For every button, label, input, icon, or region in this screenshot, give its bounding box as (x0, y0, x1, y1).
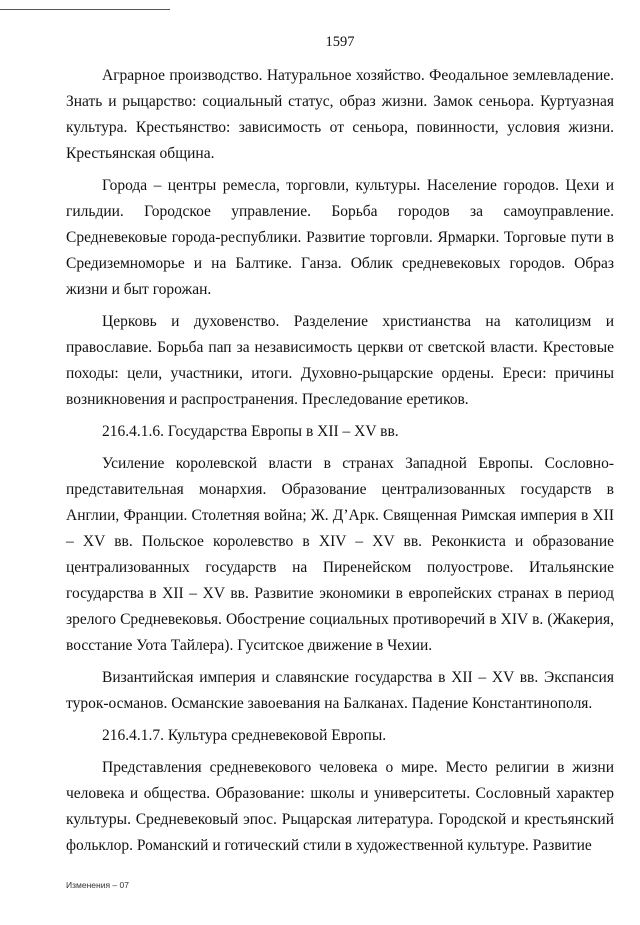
paragraph-royal-power: Усиление королевской власти в странах Западной Европы. Сословно-представительная монархия. Образование централизованных государств в Англии, Франции. Столетняя война; Ж. Д’Арк. Священная Римская империя в XII – XV вв. Польское королевство в XIV – XV вв. Реконкиста и образование централизованных государств на Пиренейском полуострове. Итальянские государства в XII – XV вв. Развитие экономики в европейских странах в период зрелого Средневековья. Обострение социальных противоречий в XIV в. (Жакерия, восстание Уота Тайлера). Гуситское движение в Чехии. (66, 455, 614, 654)
footer-revision-note: Изменения – 07 (66, 880, 129, 890)
section-heading-216-4-1-7: 216.4.1.7. Культура средневековой Европы. (102, 727, 387, 744)
paragraph-cities: Города – центры ремесла, торговли, культуры. Население городов. Цехи и гильдии. Городское управление. Борьба городов за самоуправление. Средневековые города-республики. Развитие торговли. Ярмарки. Торговые пути в Средиземноморье и на Балтике. Ганза. Облик средневековых городов. Образ жизни и быт горожан. (66, 177, 614, 298)
top-rule (0, 9, 170, 10)
paragraph-culture: Представления средневекового человека о мире. Место религии в жизни человека и общества. Образование: школы и университеты. Сословный характер культуры. Средневековый эпос. Рыцарская литература. Городской и крестьянский фольклор. Романский и готический стили в художественной культуре. Развитие (66, 759, 614, 854)
page-number: 1597 (325, 34, 355, 50)
document-body (66, 63, 614, 865)
paragraph-church: Церковь и духовенство. Разделение христианства на католицизм и православие. Борьба пап за независимость церкви от светской власти. Крестовые походы: цели, участники, итоги. Духовно-рыцарские ордены. Ереси: причины возникновения и распространения. Преследование еретиков. (66, 313, 614, 408)
section-heading-216-4-1-6: 216.4.1.6. Государства Европы в XII – XV вв. (102, 423, 399, 440)
paragraph-byzantium: Византийская империя и славянские государства в XII – XV вв. Экспансия турок-османов. Османские завоевания на Балканах. Падение Константинополя. (66, 669, 614, 712)
paragraph-feudal-society: Аграрное производство. Натуральное хозяйство. Феодальное землевладение. Знать и рыцарство: социальный статус, образ жизни. Замок сеньора. Куртуазная культура. Крестьянство: зависимость от сеньора, повинности, условия жизни. Крестьянская община. (66, 67, 614, 162)
